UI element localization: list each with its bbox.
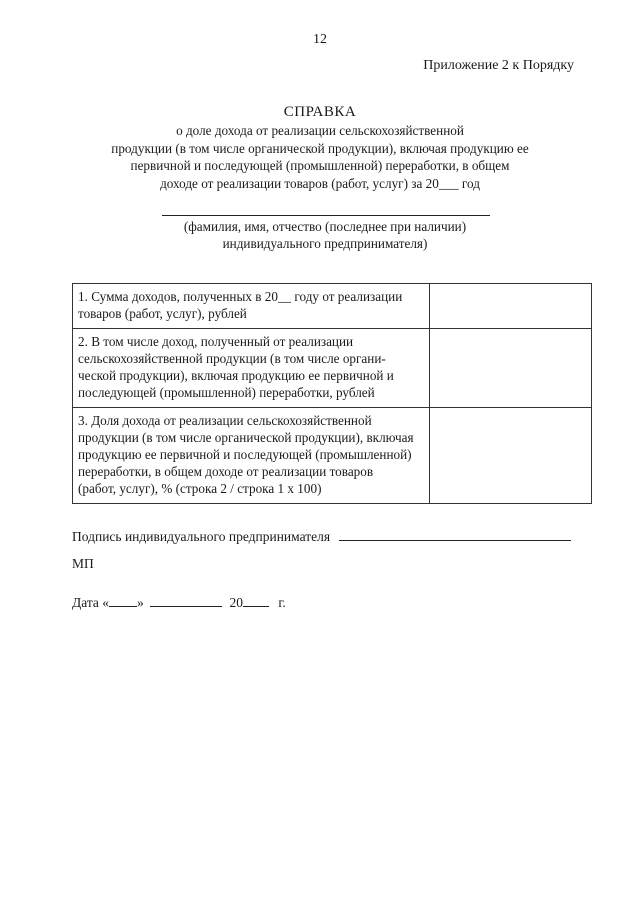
document-subtitle — [90, 122, 550, 192]
table-row — [73, 329, 592, 408]
row-label-line: продукцию ее первичной и последующей (промышленной) — [78, 447, 412, 462]
row-label-line: 3. Доля дохода от реализации сельскохозяйственной — [78, 413, 372, 428]
stamp-label: МП — [72, 556, 94, 571]
page-number: 12 — [313, 32, 327, 47]
row-label-line: ческой продукции), включая продукцию ее первичной и — [78, 368, 394, 383]
row-label — [73, 329, 430, 408]
row-label-line: последующей (промышленной) переработки, рублей — [78, 385, 375, 400]
row-label-line: (работ, услуг), % (строка 2 / строка 1 х 100) — [78, 481, 322, 496]
date-suffix: г. — [278, 595, 286, 610]
name-fill-line[interactable] — [162, 215, 490, 216]
row-label-line: переработки, в общем доходе от реализации товаров — [78, 464, 374, 479]
signature-fill-line[interactable] — [339, 528, 571, 541]
subtitle-line: доходе от реализации товаров (работ, услуг) за 20___ год — [160, 175, 480, 191]
date-quote-close: » — [137, 595, 144, 610]
date-row — [72, 594, 286, 611]
table-row — [73, 284, 592, 329]
row-label-line: товаров (работ, услуг), рублей — [78, 306, 247, 321]
row-value-cell[interactable] — [430, 329, 592, 408]
date-month-fill[interactable] — [150, 594, 222, 607]
row-label-line: 2. В том числе доход, полученный от реализации — [78, 334, 354, 349]
date-prefix: Дата « — [72, 595, 110, 610]
row-label-line: сельскохозяйственной продукции (в том числе органи- — [78, 351, 386, 366]
date-day-fill[interactable] — [109, 594, 137, 607]
row-label — [73, 408, 430, 504]
name-caption-line: (фамилия, имя, отчество (последнее при наличии) — [183, 219, 467, 234]
row-label-line: 1. Сумма доходов, полученных в 20__ году от реализации — [78, 289, 403, 304]
row-value-cell[interactable] — [430, 284, 592, 329]
appendix-label: Приложение 2 к Порядку — [423, 58, 574, 73]
subtitle-line: продукции (в том числе органической продукции), включая продукцию ее — [111, 140, 529, 156]
date-year-fill[interactable] — [243, 594, 269, 607]
subtitle-line: о доле дохода от реализации сельскохозяйственной — [176, 123, 464, 138]
row-label — [73, 284, 430, 329]
income-table — [72, 283, 592, 504]
table-row — [73, 408, 592, 504]
date-year-prefix: 20 — [229, 595, 244, 610]
subtitle-line: первичной и последующей (промышленной) переработки, в общем — [130, 158, 510, 173]
signature-label: Подпись индивидуального предпринимателя — [72, 529, 331, 544]
signature-row — [72, 528, 571, 545]
document-title: СПРАВКА — [283, 104, 357, 120]
name-caption-line: индивидуального предпринимателя) — [222, 236, 428, 251]
row-value-cell[interactable] — [430, 408, 592, 504]
name-caption — [150, 218, 500, 252]
row-label-line: продукции (в том числе органической продукции), включая — [78, 430, 414, 445]
